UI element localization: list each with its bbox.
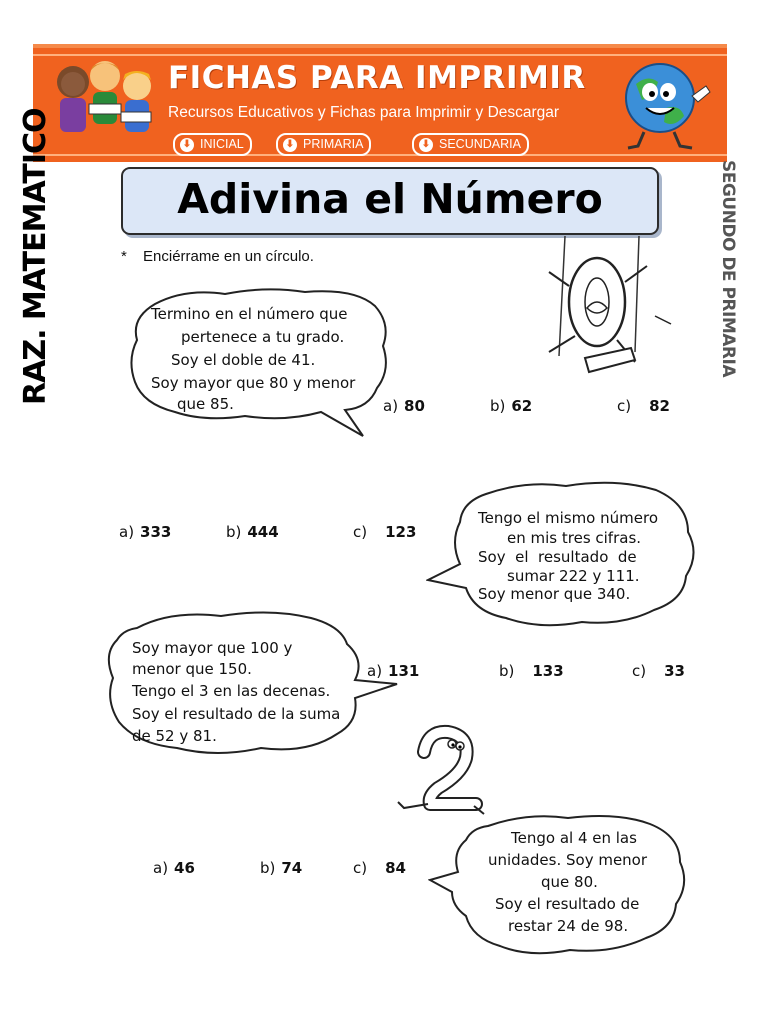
riddle-4-option-b[interactable]: b) 74 bbox=[260, 859, 303, 877]
option-value: 80 bbox=[404, 397, 425, 415]
riddle-1-line-4: Soy mayor que 80 y menor bbox=[151, 374, 356, 392]
nav-primaria[interactable] bbox=[276, 133, 371, 156]
site-subtitle: Recursos Educativos y Fichas para Imprimir y Descargar bbox=[168, 104, 560, 121]
nav-primaria-label: PRIMARIA bbox=[303, 137, 364, 151]
riddle-2-line-2: en mis tres cifras. bbox=[507, 529, 642, 547]
option-value: 131 bbox=[388, 662, 420, 680]
riddle-2-option-a[interactable]: a) 333 bbox=[119, 523, 172, 541]
riddle-3-line-2: menor que 150. bbox=[132, 660, 252, 678]
riddle-2-line-5: Soy menor que 340. bbox=[478, 585, 631, 603]
option-value: 74 bbox=[281, 859, 303, 877]
riddle-3-line-3: Tengo el 3 en las decenas. bbox=[132, 682, 331, 700]
riddle-1-option-c[interactable]: c) 82 bbox=[617, 397, 670, 415]
riddle-2-option-c[interactable]: c) 123 bbox=[353, 523, 417, 541]
riddle-2-line-4: sumar 222 y 111. bbox=[507, 567, 640, 585]
riddle-1-line-1: Termino en el número que bbox=[151, 305, 348, 323]
riddle-1-option-a[interactable]: a) 80 bbox=[383, 397, 425, 415]
riddle-3-line-5: de 52 y 81. bbox=[132, 727, 217, 745]
riddle-4-option-c[interactable]: c) 84 bbox=[353, 859, 406, 877]
banner-stripe-bottom bbox=[33, 154, 727, 156]
riddle-2-line-3: Soy el resultado de bbox=[478, 548, 637, 566]
riddle-4-line-1: Tengo al 4 en las bbox=[511, 829, 637, 847]
arrow-down-icon: ⬇ bbox=[180, 138, 194, 152]
option-value: 123 bbox=[385, 523, 417, 541]
riddle-4-line-5: restar 24 de 98. bbox=[508, 917, 629, 935]
option-value: 46 bbox=[174, 859, 195, 877]
riddle-3-line-4: Soy el resultado de la suma bbox=[132, 705, 341, 723]
nav-inicial[interactable] bbox=[173, 133, 252, 156]
page-title: Adivina el Número bbox=[177, 175, 603, 223]
grade-label: SEGUNDO DE PRIMARIA bbox=[718, 160, 738, 377]
subject-label: RAZ. MATEMATICO bbox=[18, 108, 53, 405]
riddle-4-line-3: que 80. bbox=[541, 873, 598, 891]
option-value: 444 bbox=[247, 523, 279, 541]
arrow-down-icon: ⬇ bbox=[283, 138, 297, 152]
riddle-4-line-2: unidades. Soy menor bbox=[488, 851, 648, 869]
option-value: 84 bbox=[385, 859, 406, 877]
instruction-text: Enciérrame en un círculo. bbox=[143, 248, 314, 265]
option-value: 333 bbox=[140, 523, 172, 541]
site-title: FICHAS PARA IMPRIMIR bbox=[168, 60, 586, 96]
riddle-3-option-c[interactable]: c) 33 bbox=[632, 662, 685, 680]
riddle-1-line-5: que 85. bbox=[177, 395, 234, 413]
riddle-1-line-2: pertenece a tu grado. bbox=[181, 328, 345, 346]
two-character-icon bbox=[394, 722, 490, 818]
instruction bbox=[121, 248, 314, 265]
riddle-3-option-a[interactable]: a) 131 bbox=[367, 662, 420, 680]
instruction-bullet: * bbox=[121, 248, 127, 265]
nav-inicial-label: INICIAL bbox=[200, 137, 244, 151]
riddle-3-option-b[interactable]: b) 133 bbox=[499, 662, 564, 680]
riddle-1-line-3: Soy el doble de 41. bbox=[171, 351, 316, 369]
nav-secundaria[interactable] bbox=[412, 133, 529, 156]
globe-mascot-icon bbox=[614, 56, 718, 152]
riddle-3-line-1: Soy mayor que 100 y bbox=[132, 639, 293, 657]
title-box bbox=[121, 167, 659, 235]
option-value: 33 bbox=[664, 662, 685, 680]
riddle-1-option-b[interactable]: b) 62 bbox=[490, 397, 533, 415]
option-value: 133 bbox=[532, 662, 564, 680]
riddle-2-line-1: Tengo el mismo número bbox=[478, 509, 658, 527]
riddle-4-option-a[interactable]: a) 46 bbox=[153, 859, 195, 877]
arrow-down-icon: ⬇ bbox=[419, 138, 433, 152]
kids-reading-icon bbox=[45, 54, 155, 154]
nav-secundaria-label: SECUNDARIA bbox=[439, 137, 521, 151]
option-value: 62 bbox=[511, 397, 533, 415]
zero-character-icon bbox=[535, 236, 685, 381]
option-value: 82 bbox=[649, 397, 670, 415]
riddle-4-line-4: Soy el resultado de bbox=[495, 895, 640, 913]
riddle-2-option-b[interactable]: b) 444 bbox=[226, 523, 279, 541]
